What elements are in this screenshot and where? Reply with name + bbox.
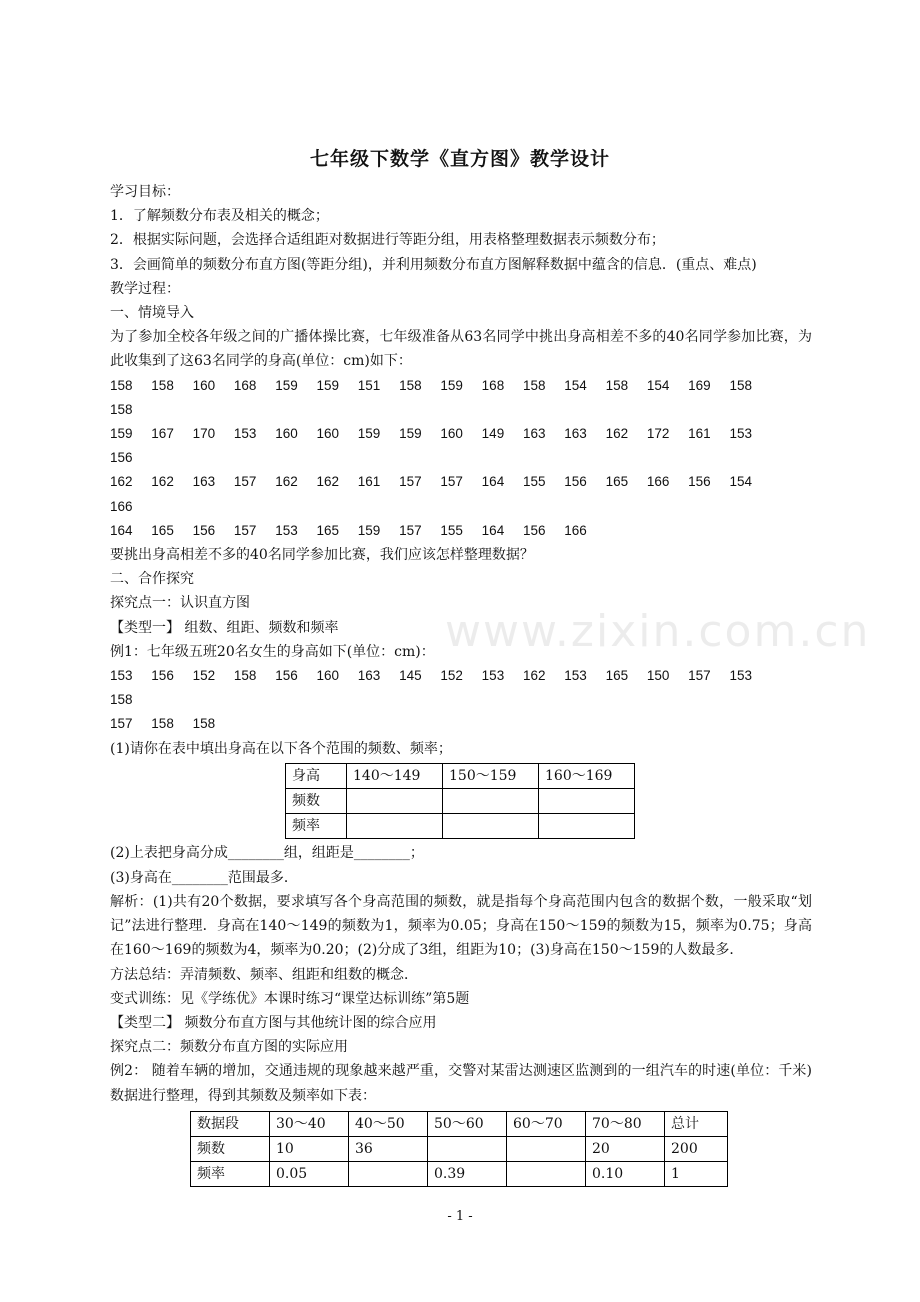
table-row bbox=[286, 763, 635, 788]
example-2: 例2： 随着车辆的增加，交通违规的现象越来越严重，交警对某雷达测速区监测到的一组汽车的时速(单位：千米)数据进行整理，得到其频数及频率如下表： bbox=[110, 1063, 812, 1104]
question-3: (3)身高在________范围最多． bbox=[110, 869, 298, 886]
table-row bbox=[191, 1162, 728, 1187]
table-cell: 10 bbox=[270, 1136, 349, 1161]
table-cell: 60～70 bbox=[507, 1111, 586, 1136]
heights63-row: 164 165 156 157 153 165 159 157 155 164 156 166 bbox=[110, 522, 587, 538]
explore-point-1: 探究点一：认识直方图 bbox=[110, 595, 250, 612]
page-number: - 1 - bbox=[447, 1209, 473, 1224]
method-summary: 方法总结：弄清频数、频率、组距和组数的概念． bbox=[110, 966, 418, 983]
section-1-heading: 一、情境导入 bbox=[110, 305, 194, 322]
table-cell: 频率 bbox=[191, 1162, 270, 1187]
heights63-data bbox=[110, 374, 812, 543]
table-cell: 0.05 bbox=[270, 1162, 349, 1187]
heights20-row: 157 158 158 bbox=[110, 716, 216, 732]
table-cell: 200 bbox=[665, 1136, 728, 1161]
table-cell bbox=[507, 1162, 586, 1187]
document-body bbox=[110, 180, 812, 1189]
height-frequency-table bbox=[285, 763, 635, 840]
table-cell: 140～149 bbox=[347, 763, 443, 788]
type-1-heading: 【类型一】 组数、组距、频数和频率 bbox=[110, 619, 339, 636]
table-cell bbox=[347, 814, 443, 839]
heights63-row: 159 167 170 153 160 160 159 159 160 149 163 163 162 172 161 153156 bbox=[110, 426, 752, 466]
process-heading: 教学过程： bbox=[110, 280, 180, 297]
table-cell: 40～50 bbox=[349, 1111, 428, 1136]
explore-point-2: 探究点二：频数分布直方图的实际应用 bbox=[110, 1039, 348, 1056]
table-cell bbox=[428, 1136, 507, 1161]
question-1: (1)请你在表中填出身高在以下各个范围的频数、频率； bbox=[110, 740, 452, 757]
table-cell: 160～169 bbox=[539, 763, 635, 788]
heights63-row: 162 162 163 157 162 162 161 157 157 164 155 156 165 166 156 154166 bbox=[110, 474, 752, 514]
table-row bbox=[286, 814, 635, 839]
table-cell bbox=[443, 814, 539, 839]
table-cell: 50～60 bbox=[428, 1111, 507, 1136]
heights63-row: 158 158 160 168 159 159 151 158 159 168 158 154 158 154 169 158158 bbox=[110, 377, 752, 417]
table-cell: 1 bbox=[665, 1162, 728, 1187]
table-cell: 身高 bbox=[286, 763, 347, 788]
goal-2: 2．根据实际问题，会选择合适组距对数据进行等距分组，用表格整理数据表示频数分布； bbox=[110, 232, 665, 249]
document-title: 七年级下数学《直方图》教学设计 bbox=[309, 148, 610, 170]
table-cell: 36 bbox=[349, 1136, 428, 1161]
table-row bbox=[191, 1136, 728, 1161]
heights20-data bbox=[110, 664, 812, 737]
speed-frequency-table bbox=[190, 1111, 728, 1188]
question-2: (2)上表把身高分成________组，组距是________； bbox=[110, 845, 424, 862]
table-cell bbox=[539, 814, 635, 839]
type-2-heading: 【类型二】 频数分布直方图与其他统计图的综合应用 bbox=[110, 1014, 437, 1031]
table-row bbox=[191, 1111, 728, 1136]
table-cell: 0.39 bbox=[428, 1162, 507, 1187]
table-cell: 20 bbox=[586, 1136, 665, 1161]
table-cell: 70～80 bbox=[586, 1111, 665, 1136]
table-cell bbox=[349, 1162, 428, 1187]
watermark: www.zixin.com.cn bbox=[445, 606, 871, 657]
table-cell: 总计 bbox=[665, 1111, 728, 1136]
table-cell: 150～159 bbox=[443, 763, 539, 788]
variant-training: 变式训练：见《学练优》本课时练习“课堂达标训练”第5题 bbox=[110, 990, 470, 1007]
table-cell: 频数 bbox=[286, 789, 347, 814]
intro-paragraph: 为了参加全校各年级之间的广播体操比赛，七年级准备从63名同学中挑出身高相差不多的40名同学参加比赛，为此收集到了这63名同学的身高(单位：cm)如下： bbox=[110, 329, 812, 370]
table-cell bbox=[507, 1136, 586, 1161]
table-cell: 30～40 bbox=[270, 1111, 349, 1136]
goal-1: 1．了解频数分布表及相关的概念； bbox=[110, 208, 329, 225]
table-cell bbox=[443, 789, 539, 814]
table-cell: 数据段 bbox=[191, 1111, 270, 1136]
table-cell bbox=[539, 789, 635, 814]
learning-goals-heading: 学习目标： bbox=[110, 184, 180, 200]
goal-3: 3．会画简单的频数分布直方图(等距分组)，并利用频数分布直方图解释数据中蕴含的信息．(重点、难点) bbox=[110, 256, 757, 273]
table-cell: 频率 bbox=[286, 814, 347, 839]
question-paragraph: 要挑出身高相差不多的40名同学参加比赛，我们应该怎样整理数据？ bbox=[110, 547, 534, 564]
table-row bbox=[286, 789, 635, 814]
heights20-row: 153 156 152 158 156 160 163 145 152 153 162 153 165 150 157 153158 bbox=[110, 668, 752, 708]
analysis-paragraph: 解析：(1)共有20个数据，要求填写各个身高范围的频数，就是指每个身高范围内包含的数据个数，一般采取“划记”法进行整理．身高在140～149的频数为1，频率为0.05；身高在150～159的频数为15，频率为0.75；身高在160～169的频数为4，频率为0.20；(2)分成了3组，组距为10；(3)身高在150～159的人数最多． bbox=[110, 893, 812, 959]
section-2-heading: 二、合作探究 bbox=[110, 571, 194, 588]
table-cell bbox=[347, 789, 443, 814]
table-cell: 频数 bbox=[191, 1136, 270, 1161]
table-cell: 0.10 bbox=[586, 1162, 665, 1187]
example-1: 例1：七年级五班20名女生的身高如下(单位：cm)： bbox=[110, 643, 435, 660]
